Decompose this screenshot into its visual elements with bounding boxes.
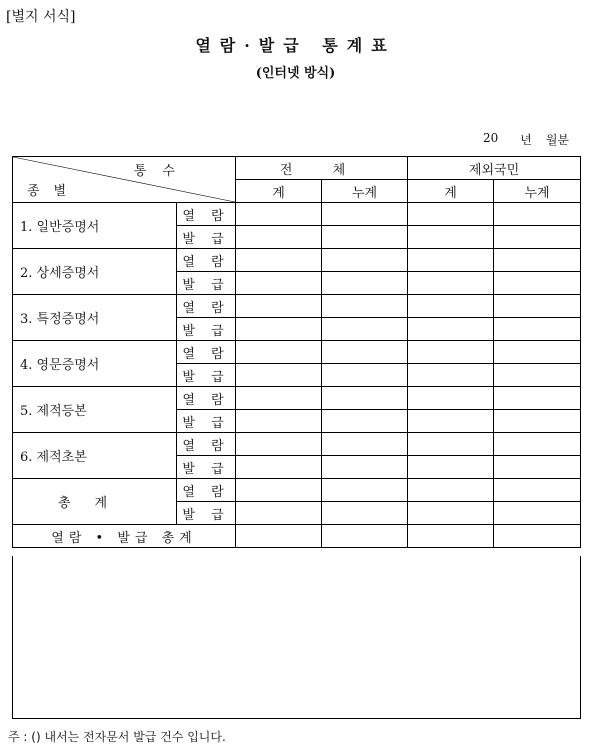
data-cell[interactable] (494, 295, 581, 318)
data-cell[interactable] (494, 318, 581, 341)
data-cell[interactable] (322, 203, 408, 226)
sub-header-sum: 계 (408, 180, 494, 203)
row-action: 발 급 (177, 456, 236, 479)
data-cell[interactable] (236, 456, 322, 479)
data-cell[interactable] (408, 272, 494, 295)
data-cell[interactable] (494, 226, 581, 249)
data-cell[interactable] (494, 502, 581, 525)
row-action: 열 람 (177, 203, 236, 226)
row-category: 4. 영문증명서 (13, 341, 177, 387)
data-cell[interactable] (236, 272, 322, 295)
form-subtitle: (인터넷 방식) (255, 66, 336, 81)
year-label: 년 (520, 133, 532, 147)
data-cell[interactable] (236, 502, 322, 525)
month-label: 월분 (545, 133, 569, 147)
data-cell[interactable] (494, 456, 581, 479)
data-cell[interactable] (236, 226, 322, 249)
data-cell[interactable] (236, 364, 322, 387)
data-cell[interactable] (236, 249, 322, 272)
data-cell[interactable] (322, 387, 408, 410)
data-cell[interactable] (408, 364, 494, 387)
row-action: 발 급 (177, 410, 236, 433)
statistics-table (12, 156, 581, 548)
sub-header-cumulative: 누계 (322, 180, 408, 203)
row-action: 열 람 (177, 387, 236, 410)
row-action: 열 람 (177, 433, 236, 456)
appendix-label: [별지 서식] (6, 9, 76, 25)
data-cell[interactable] (322, 456, 408, 479)
data-cell[interactable] (322, 341, 408, 364)
data-cell[interactable] (408, 410, 494, 433)
table-row (13, 295, 581, 318)
data-cell[interactable] (236, 525, 322, 548)
row-action: 열 람 (177, 341, 236, 364)
data-cell[interactable] (408, 226, 494, 249)
row-category: 3. 특정증명서 (13, 295, 177, 341)
data-cell[interactable] (236, 295, 322, 318)
data-cell[interactable] (494, 341, 581, 364)
data-cell[interactable] (494, 433, 581, 456)
data-cell[interactable] (408, 203, 494, 226)
data-cell[interactable] (494, 364, 581, 387)
data-cell[interactable] (408, 318, 494, 341)
row-action: 열 람 (177, 295, 236, 318)
data-cell[interactable] (408, 387, 494, 410)
data-cell[interactable] (494, 479, 581, 502)
data-cell[interactable] (494, 203, 581, 226)
data-cell[interactable] (236, 387, 322, 410)
data-cell[interactable] (408, 295, 494, 318)
data-cell[interactable] (322, 226, 408, 249)
data-cell[interactable] (236, 318, 322, 341)
data-cell[interactable] (322, 525, 408, 548)
group-header-total: 전 체 (236, 157, 408, 180)
remarks-box[interactable] (12, 556, 581, 719)
data-cell[interactable] (408, 341, 494, 364)
table-row (13, 387, 581, 410)
data-cell[interactable] (322, 364, 408, 387)
corner-header-cell (13, 157, 236, 203)
row-category: 1. 일반증명서 (13, 203, 177, 249)
data-cell[interactable] (494, 272, 581, 295)
total-category: 총계 (13, 479, 177, 525)
row-action: 열 람 (177, 249, 236, 272)
data-cell[interactable] (494, 249, 581, 272)
corner-bottom-label: 종별 (27, 184, 81, 199)
footnote: 주 : () 내서는 전자문서 발급 건수 입니다. (8, 730, 226, 744)
corner-top-label: 통수 (133, 164, 191, 179)
row-action: 발 급 (177, 272, 236, 295)
data-cell[interactable] (322, 272, 408, 295)
data-cell[interactable] (494, 525, 581, 548)
data-cell[interactable] (408, 525, 494, 548)
data-cell[interactable] (408, 456, 494, 479)
group-header-overseas: 제외국민 (408, 157, 581, 180)
data-cell[interactable] (408, 502, 494, 525)
row-action: 열 람 (177, 479, 236, 502)
table-row (13, 479, 581, 502)
row-action: 발 급 (177, 502, 236, 525)
data-cell[interactable] (322, 410, 408, 433)
data-cell[interactable] (322, 433, 408, 456)
table-row (13, 433, 581, 456)
table-row (13, 525, 581, 548)
form-title: 열람·발급 통계표 (195, 36, 396, 55)
data-cell[interactable] (408, 479, 494, 502)
row-action: 발 급 (177, 318, 236, 341)
row-action: 발 급 (177, 364, 236, 387)
data-cell[interactable] (236, 341, 322, 364)
row-category: 6. 제적초본 (13, 433, 177, 479)
data-cell[interactable] (322, 249, 408, 272)
data-cell[interactable] (494, 410, 581, 433)
data-cell[interactable] (236, 479, 322, 502)
table-row (13, 341, 581, 364)
row-category: 2. 상세증명서 (13, 249, 177, 295)
data-cell[interactable] (322, 295, 408, 318)
data-cell[interactable] (236, 433, 322, 456)
sub-header-sum: 계 (236, 180, 322, 203)
data-cell[interactable] (494, 387, 581, 410)
row-category: 5. 제적등본 (13, 387, 177, 433)
table-row (13, 249, 581, 272)
dateline (483, 131, 569, 148)
data-cell[interactable] (408, 433, 494, 456)
year-prefix: 20 (482, 131, 499, 145)
data-cell[interactable] (322, 318, 408, 341)
row-action: 발 급 (177, 226, 236, 249)
data-cell[interactable] (236, 410, 322, 433)
data-cell[interactable] (322, 502, 408, 525)
data-cell[interactable] (408, 249, 494, 272)
table-row (13, 203, 581, 226)
data-cell[interactable] (322, 479, 408, 502)
sub-header-cumulative: 누계 (494, 180, 581, 203)
grand-total-label: 열람 • 발급 총계 (13, 525, 236, 548)
data-cell[interactable] (236, 203, 322, 226)
